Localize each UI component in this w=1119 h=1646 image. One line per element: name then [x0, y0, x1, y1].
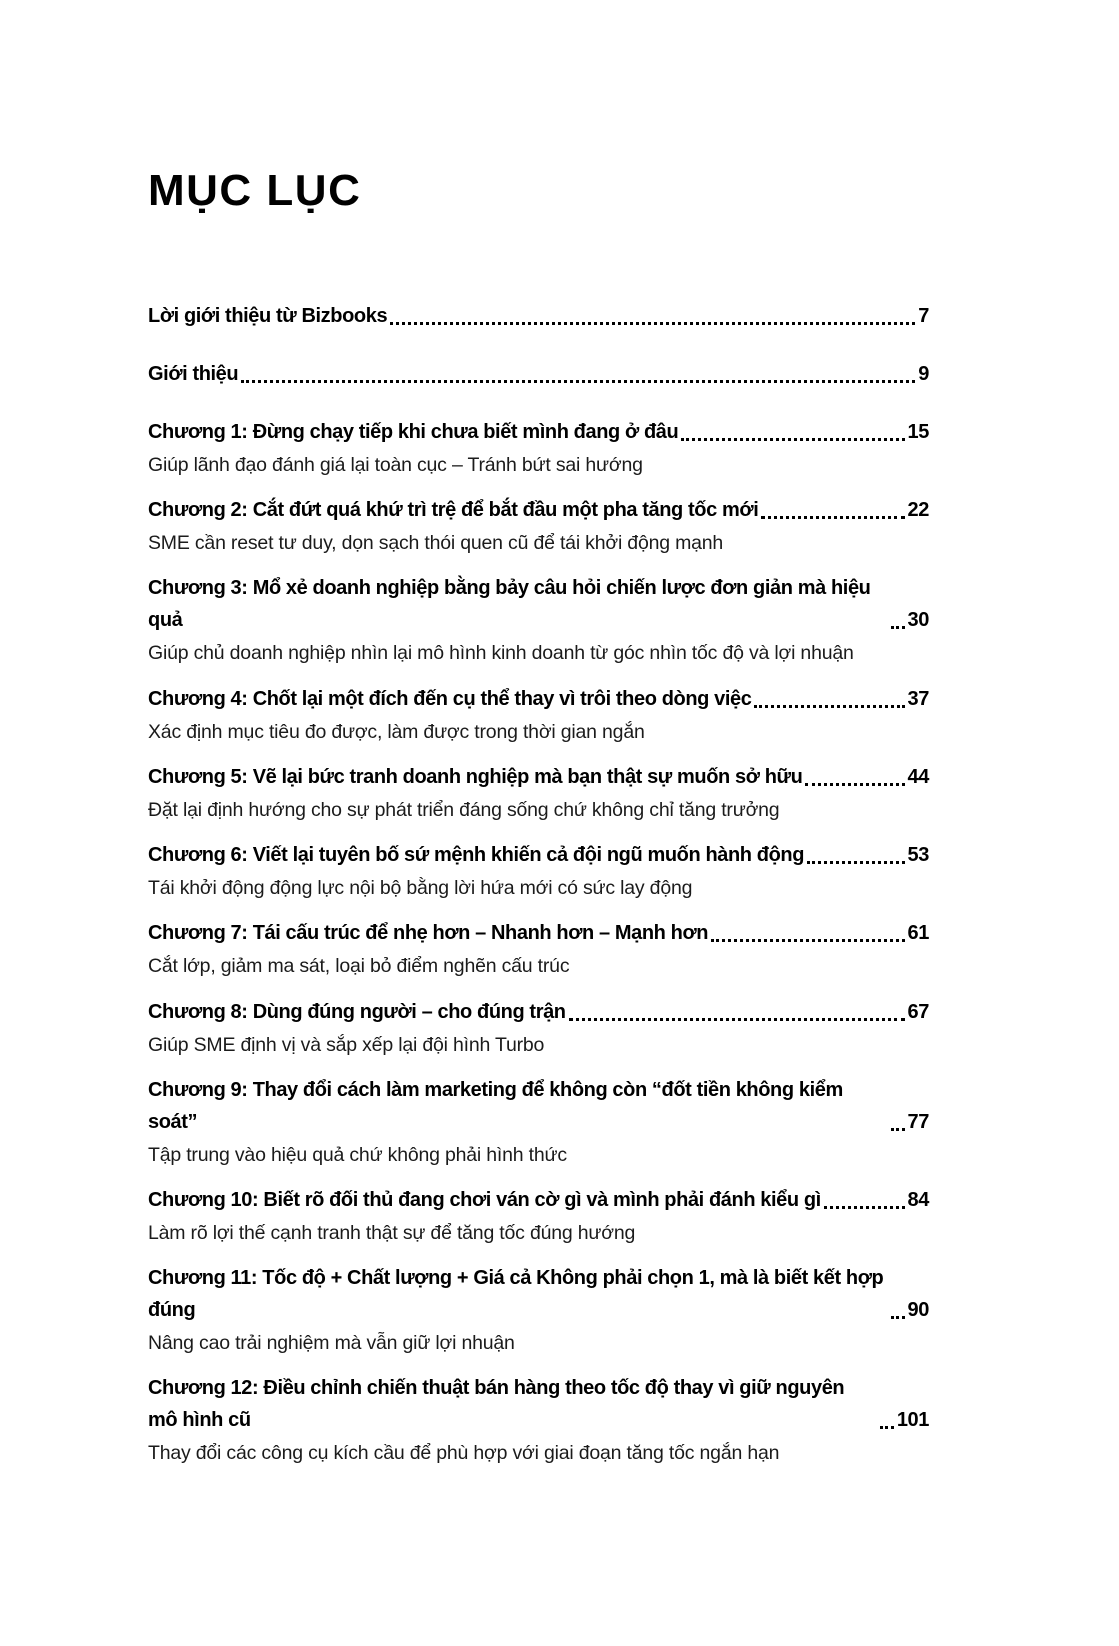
toc-entry-title: Chương 2: Cắt đứt quá khứ trì trệ để bắt đầu một pha tăng tốc mới — [148, 499, 759, 522]
toc-entry-page-number: 101 — [896, 1409, 929, 1432]
toc-entry — [148, 1074, 929, 1170]
dot-leader — [807, 861, 905, 864]
dot-leader — [805, 783, 904, 786]
dot-leader — [824, 1206, 905, 1209]
toc-entry-title: Chương 1: Đừng chạy tiếp khi chưa biết mình đang ở đâu — [148, 421, 679, 443]
toc-entry — [148, 996, 929, 1060]
toc-entry-subtitle: Tái khởi động động lực nội bộ bằng lời hứa mới có sức lay động — [148, 877, 693, 900]
toc-entry-title: Chương 3: Mổ xẻ doanh nghiệp bằng bảy câu hỏi chiến lược đơn giản mà hiệu quả — [148, 577, 871, 632]
dot-leader — [390, 322, 915, 325]
toc-entry-subtitle: Giúp lãnh đạo đánh giá lại toàn cục – Tránh bứt sai hướng — [148, 454, 643, 476]
toc-entry-subtitle: Giúp chủ doanh nghiệp nhìn lại mô hình kinh doanh từ góc nhìn tốc độ và lợi nhuận — [148, 642, 854, 665]
toc-entry — [148, 300, 929, 332]
toc-entry — [148, 1372, 929, 1468]
toc-entry-title: Lời giới thiệu từ Bizbooks — [148, 305, 388, 327]
toc-entry-row — [148, 494, 929, 526]
toc-entry-page-number: 22 — [907, 499, 929, 522]
dot-leader — [241, 380, 915, 383]
toc-entry-page-number: 37 — [907, 687, 929, 710]
toc-entry-title: Chương 10: Biết rõ đối thủ đang chơi ván cờ gì và mình phải đánh kiểu gì — [148, 1188, 821, 1211]
toc-entry-row — [148, 1184, 929, 1216]
toc-list — [148, 300, 929, 1469]
toc-entry-row — [148, 1074, 929, 1138]
toc-entry-subtitle: Cắt lớp, giảm ma sát, loại bỏ điểm nghẽn cấu trúc — [148, 955, 570, 978]
dot-leader — [754, 705, 904, 708]
toc-entry-page-number: 90 — [907, 1299, 929, 1322]
toc-entry-title: Chương 4: Chốt lại một đích đến cụ thể thay vì trôi theo dòng việc — [148, 687, 752, 710]
toc-entry-page-number: 53 — [907, 844, 929, 867]
toc-entry — [148, 839, 929, 903]
toc-entry-subtitle: Giúp SME định vị và sắp xếp lại đội hình Turbo — [148, 1033, 545, 1056]
toc-entry-title: Chương 6: Viết lại tuyên bố sứ mệnh khiến cả đội ngũ muốn hành động — [148, 844, 805, 867]
toc-entry-title: Giới thiệu — [148, 363, 239, 385]
toc-entry-row — [148, 358, 929, 390]
toc-entry — [148, 416, 929, 480]
toc-entry-subtitle: SME cần reset tư duy, dọn sạch thói quen cũ để tái khởi động mạnh — [148, 532, 724, 555]
toc-entry-page-number: 84 — [907, 1188, 929, 1211]
dot-leader — [761, 516, 904, 519]
toc-entry-page-number: 61 — [907, 922, 929, 945]
toc-entry-subtitle: Tập trung vào hiệu quả chứ không phải hình thức — [148, 1143, 567, 1166]
dot-leader — [681, 438, 904, 441]
toc-entry — [148, 1262, 929, 1358]
toc-entry-subtitle: Đặt lại định hướng cho sự phát triển đáng sống chứ không chỉ tăng trưởng — [148, 798, 780, 821]
dot-leader — [891, 1128, 905, 1131]
toc-entry-subtitle: Xác định mục tiêu đo được, làm được trong thời gian ngắn — [148, 720, 645, 743]
dot-leader — [891, 1316, 905, 1319]
toc-entry — [148, 494, 929, 558]
toc-entry — [148, 917, 929, 981]
toc-entry-row — [148, 1372, 929, 1436]
toc-entry — [148, 761, 929, 825]
toc-entry-page-number: 77 — [907, 1110, 929, 1133]
toc-entry-row — [148, 416, 929, 448]
toc-entry-title: Chương 9: Thay đổi cách làm marketing để không còn “đốt tiền không kiểm soát” — [148, 1078, 843, 1133]
toc-entry-row — [148, 996, 929, 1028]
toc-entry-subtitle: Làm rõ lợi thế cạnh tranh thật sự để tăng tốc đúng hướng — [148, 1221, 636, 1244]
toc-entry-row — [148, 572, 929, 636]
toc-entry-row — [148, 917, 929, 949]
dot-leader — [569, 1018, 905, 1021]
toc-entry-page-number: 44 — [907, 765, 929, 788]
dot-leader — [891, 626, 905, 629]
toc-entry-title: Chương 12: Điều chỉnh chiến thuật bán hàng theo tốc độ thay vì giữ nguyên mô hình cũ — [148, 1377, 845, 1432]
toc-entry-row — [148, 683, 929, 715]
dot-leader — [880, 1426, 894, 1429]
toc-entry-title: Chương 8: Dùng đúng người – cho đúng trận — [148, 1000, 566, 1023]
toc-entry-row — [148, 761, 929, 793]
dot-leader — [711, 939, 904, 942]
toc-entry-page-number: 9 — [918, 363, 929, 385]
toc-entry-title: Chương 11: Tốc độ + Chất lượng + Giá cả Không phải chọn 1, mà là biết kết hợp đúng — [148, 1267, 884, 1322]
toc-entry-subtitle: Thay đổi các công cụ kích cầu để phù hợp với giai đoạn tăng tốc ngắn hạn — [148, 1442, 780, 1465]
page-title: MỤC LỤC — [148, 166, 362, 215]
toc-entry-title: Chương 5: Vẽ lại bức tranh doanh nghiệp mà bạn thật sự muốn sở hữu — [148, 765, 803, 788]
toc-entry-page-number: 7 — [918, 305, 929, 327]
toc-entry-page-number: 15 — [907, 421, 929, 443]
toc-entry-row — [148, 839, 929, 871]
toc-entry-page-number: 30 — [907, 609, 929, 632]
toc-entry-subtitle: Nâng cao trải nghiệm mà vẫn giữ lợi nhuận — [148, 1332, 515, 1355]
toc-entry-row — [148, 300, 929, 332]
toc-entry — [148, 358, 929, 390]
toc-entry — [148, 683, 929, 747]
toc-entry — [148, 1184, 929, 1248]
toc-entry-row — [148, 1262, 929, 1326]
toc-entry-title: Chương 7: Tái cấu trúc để nhẹ hơn – Nhanh hơn – Mạnh hơn — [148, 922, 709, 945]
toc-entry — [148, 572, 929, 668]
toc-entry-page-number: 67 — [907, 1000, 929, 1023]
